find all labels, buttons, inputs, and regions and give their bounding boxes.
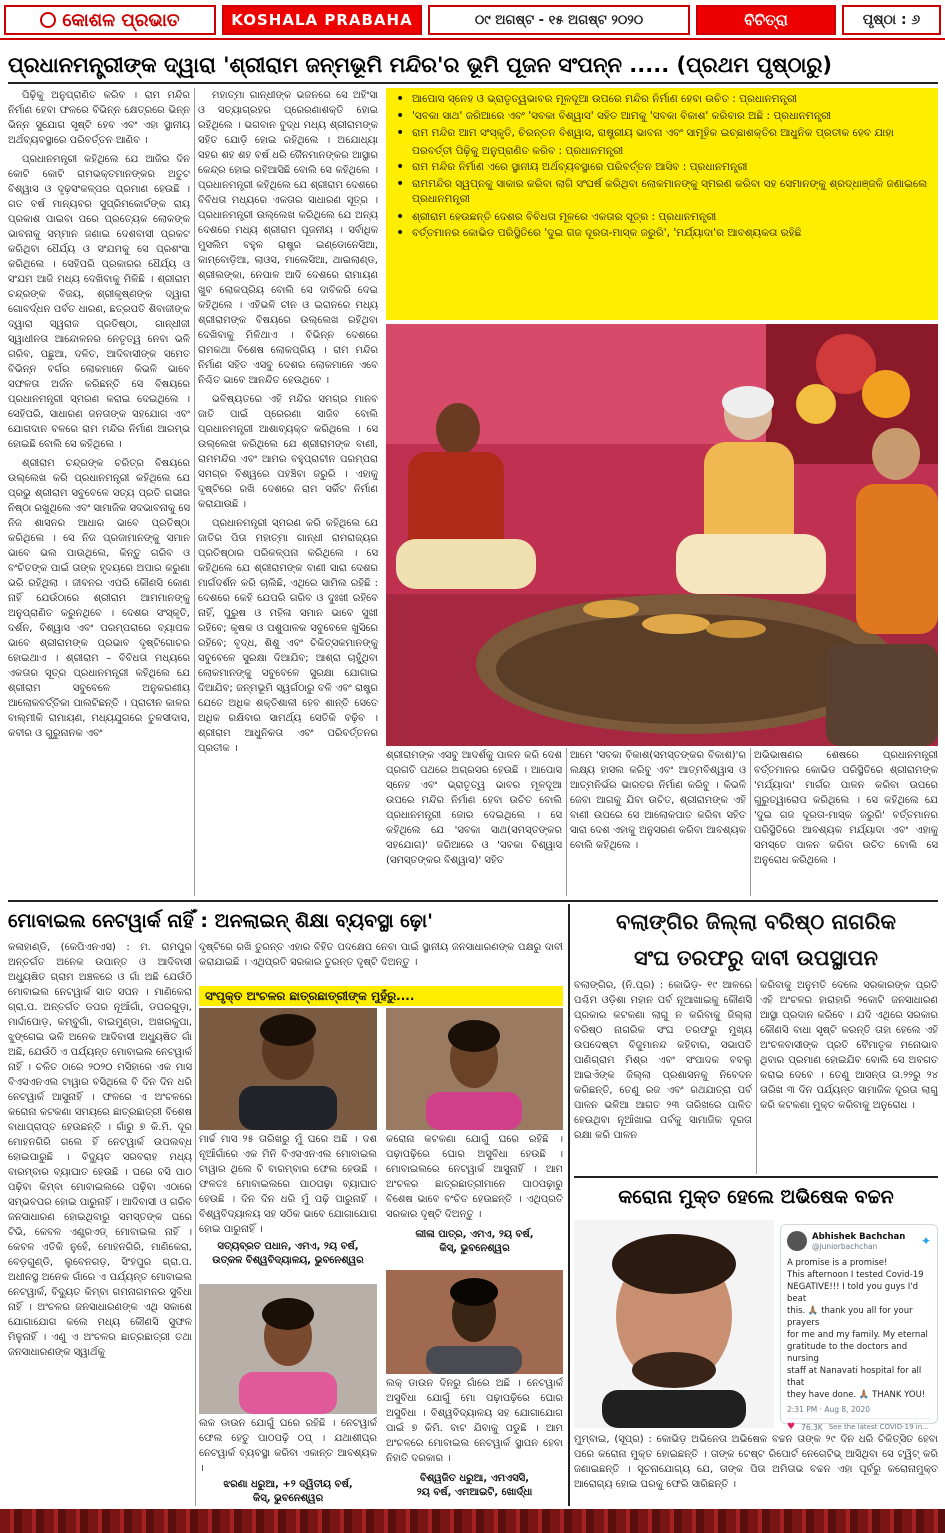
paragraph: ପ୍ରଧାନମନ୍ତ୍ରୀ ସ୍ମରଣ କରି କହିଥିଲେ ଯେ ଜାତିର ପିତା ମହାତ୍ମା ଗାନ୍ଧୀ ରାମରାଜ୍ୟର ପ୍ରତିଷ୍ଠାର ପରିକଳ୍ପନା କରିଥିଲେ । ସେ କହିଥିଲେ ଯେ ଶ୍ରୀରାମଙ୍କ ବାଣୀ ସାରା ଦେଶର ମାର୍ଗଦର୍ଶନ କରି ଚାଲିଛି, ଏଥିରେ ସାମିଲ ରହିଛି : ଦେଶରେ କେହି ଯେପରି ଗରିବ ଓ ଦୁଃଖୀ ରହିବେ ନାହିଁ, ପୁରୁଷ ଓ ମହିଳା ସମାନ ଭାବେ ସୁଖୀ ରହିବେ; କୃଷକ ଓ ପଶୁପାଳକ ସବୁବେଳେ ଖୁସିରେ ରହିବେ; ବୃଦ୍ଧ, ଶିଶୁ ଏବଂ ଚିକିତ୍ସକମାନଙ୍କୁ ସବୁବେଳେ ସୁରକ୍ଷା ଦିଆଯିବ; ଆଶ୍ରା ଚାହୁଁଥିବା ଲୋକମାନଙ୍କୁ ସବୁବେଳେ ସୁରକ୍ଷା ଯୋଗାଇ ଦିଆଯିବ; ଜନ୍ମଭୂମି ସ୍ୱର୍ଗଠାରୁ ବଳି ଏବଂ ରାଷ୍ଟ୍ର ଯେତେ ଅଧିକ ଶକ୍ତିଶାଳୀ ହେବ ଶାନ୍ତି ସେତେ ଅଧିକ ରକ୍ଷିବାର ସାମର୍ଥ୍ୟ ସେତିକି ବଢ଼ିବ । ଶ୍ରୀରାମ ଆଧୁନିକତା ଏବଂ ପରିବର୍ତ୍ତନର ପ୍ରତୀକ । xyxy=(198,518,378,754)
tweet-line: they have done. 🙏🏽 THANK YOU! xyxy=(787,1390,926,1400)
student-affiliation: ୨ୟ ବର୍ଷ, ଏମଆଇଟି, ଖୋର୍ଦ୍ଧା xyxy=(416,1487,533,1498)
page-number: ପୃଷ୍ଠା : ୬ xyxy=(842,5,941,35)
tweet-line: NEGATIVE!!! I told you guys I'd beat xyxy=(787,1282,918,1304)
tweet-line: this. 🙏🏽 thank you all for your prayers xyxy=(787,1306,913,1328)
student-name: ସତ୍ୟବ୍ରତ ପଧାନ, ଏମଏ, ୨ୟ ବର୍ଷ, xyxy=(217,1241,359,1252)
student-affiliation: କିସ୍, ଭୁବନେଶ୍ୱର xyxy=(439,1243,510,1254)
tweet-line: for me and my family. My eternal xyxy=(787,1330,928,1340)
highlight-item: • 'ସବକା ସାଥ' ଜରିଆରେ ଏବଂ 'ସବକା ବିଶ୍ୱାସ' ସହିତ ଆମକୁ 'ସବକା ବିକାଶ' କରିବାର ଅଛି : ପ୍ରଧାନମନ୍ତ୍ରୀ xyxy=(390,109,934,124)
paragraph: ପ୍ରଧାନମନ୍ତ୍ରୀ କହିଥିଲେ ଯେ ଆଜିର ଦିନ କୋଟି କୋଟି ରାମଭକ୍ତମାନଙ୍କର ଅତୁଟ ବିଶ୍ୱାସ ଓ ଦୃଢ଼ସଂକଳ୍ପର ପ୍ରମାଣ ହେଉଛି । ଗତ ବର୍ଷ ମାନ୍ୟବର ସୁପ୍ରିମକୋର୍ଟଙ୍କ ରାୟ ପ୍ରକାଶ ପାଇବା ପରେ ପ୍ରତ୍ୟେକ ଲୋକଙ୍କ ଭାବନାକୁ ସମ୍ମାନ ଜଣାଇ ଦେଶବାସୀ ପ୍ରକଟ କରିଥିବା ଧୈର୍ଯ୍ୟ ଓ ସଂଯମକୁ ସେ ପ୍ରଶଂସା କରିଥିଲେ । ସେହିପରି ପ୍ରକାରର ଧୈର୍ଯ୍ୟ ଓ ସଂଯମ ଆଜି ମଧ୍ୟ ଦେଖିବାକୁ ମିଳିଛି । ଶ୍ରୀରାମ ଚନ୍ଦ୍ରଙ୍କ ବିଜୟ, ଶ୍ରୀକୃଷ୍ଣଙ୍କ ଦ୍ୱାରା ଗୋବର୍ଦ୍ଧନ ପର୍ବତ ଧାରଣ, ଛତ୍ରପତି ଶିବାଜୀଙ୍କ ଦ୍ୱାରା ସ୍ୱରାଜ ପ୍ରତିଷ୍ଠା, ଗାନ୍ଧୀଜୀ ସ୍ୱାଧୀନତା ଆନ୍ଦୋଳନର ନେତୃତ୍ୱ ନେବା ଭଳି ଗରିବ, ପଛୁଆ, ଦଳିତ, ଆଦିବାସୀଙ୍କ ସମେତ ବିଭିନ୍ନ ବର୍ଗର ଲୋକମାନେ କିଭଳି ଭାବେ ସଫଳତା ଅର୍ଜନ କରିଛନ୍ତି ସେ ବିଷୟରେ ପ୍ରଧାନମନ୍ତ୍ରୀ ସ୍ମରଣ କରାଇ ଦେଇଥିଲେ । ସେହିପରି, ସାଧାରଣ ଜନତାଙ୍କ ସହଯୋଗ ଏବଂ ଯୋଗଦାନ ବଳରେ ରାମ ମନ୍ଦିର ନିର୍ମାଣ ଆରମ୍ଭ ହୋଇଛି ବୋଲି ସେ କହିଥିଲେ । xyxy=(8,154,190,450)
paragraph: ଶ୍ରୀରାମ ଚନ୍ଦ୍ରଙ୍କ ଚରିତ୍ର ବିଷୟରେ ଉଲ୍ଲେଖ କରି ପ୍ରଧାନମନ୍ତ୍ରୀ କହିଥିଲେ ଯେ ପ୍ରଭୁ ଶ୍ରୀରାମ ସବୁବେଳେ ସତ୍ୟ ପ୍ରତି ଗଭୀର ନିଷ୍ଠା ରଖୁଥିଲେ ଏବଂ ସାମାଜିକ ସଦଭାବନାକୁ ସେ ନିଜ ଶାସନର ଆଧାର ଭାବେ ପ୍ରତିଷ୍ଠା କରିଥିଲେ । ସେ ନିଜ ପ୍ରଜାମାନଙ୍କୁ ସମାନ ଭାବେ ଭଲ ପାଉଥିଲେ, କିନ୍ତୁ ଗରିବ ଓ ବଂଚିତଙ୍କ ପାଇଁ ତାଙ୍କ ହୃଦୟରେ ଅପାର କରୁଣା ଭରି ରହିଥିଲା । ଜୀବନର ଏପରି କୌଣସି କୋଣ ନାହିଁ ଯେଉଁଠାରେ ଶ୍ରୀରାମ ଆମମାନଙ୍କୁ ଅନୁପ୍ରାଣିତ କରୁନଥିବେ । ଦେଶର ସଂସ୍କୃତି, ଦର୍ଶନ, ବିଶ୍ୱାସ ଏବଂ ପରମ୍ପରାରେ ବ୍ୟାପକ ଭାବେ ଶ୍ରୀରାମଙ୍କ ପ୍ରଭାବ ଦୃଷ୍ଟିଗୋଚର ହୋଇଥାଏ । ଶ୍ରୀରାମ – ବିବିଧତା ମଧ୍ୟରେ ଏକତାର ସୂତ୍ର ପ୍ରଧାନମନ୍ତ୍ରୀ କହିଥିଲେ ଯେ ଶ୍ରୀରାମ ସବୁବେଳେ ଅନୁକରଣୀୟ ଆଲୋକବର୍ତ୍ତିକା ପାଲଟିଛନ୍ତି । ପ୍ରାଚୀନ କାଳର ବାଲ୍ମୀକି ରାମାୟଣ, ମଧ୍ୟଯୁଗରେ ତୁଳସୀଦାସ, କବୀର ଓ ଗୁରୁନାନକ ଏବଂ xyxy=(8,458,190,739)
tweet-line: staff at Nanavati hospital for all that xyxy=(787,1366,922,1388)
student-quote: ଲକ୍ ଡାଉନ ଦିନରୁ ଗାଁରେ ଅଛି । ନେଟୱାର୍କ ଅସୁବିଧା ଯୋଗୁଁ ମୋ ପଢ଼ାପଢ଼ିରେ ଘୋର ଅସୁବିଧା । ବିଶ୍ୱବିଦ୍ୟାଳୟ ସହ ଯୋଗାଯୋଗ ପାଇଁ ୭ କିମି. ବାଟ ଯିବାକୁ ପଡୁଛି । ଆମ ଅଂଚଳରେ ମୋବାଇଲ ନେଟୱାର୍କ ସ୍ଥାପନ ହେବା ନିହାତି ଦରକାର । xyxy=(386,1378,563,1464)
paragraph: ଭବିଷ୍ୟତରେ ଏହି ମନ୍ଦିର ସମଗ୍ର ମାନବ ଜାତି ପାଇଁ ପ୍ରେରଣା ସାଜିବ ବୋଲି ପ୍ରଧାନମନ୍ତ୍ରୀ ଆଶାବ୍ୟକ୍ତ କରିଥିଲେ । ସେ ଉଲ୍ଲେଖ କରିଥିଲେ ଯେ ଶ୍ରୀରାମଙ୍କ ବାଣୀ, ରାମମନ୍ଦିର ଏବଂ ଆମର ବହୁପ୍ରାଚୀନ ପରମ୍ପରା ସମଗ୍ର ବିଶ୍ୱରେ ପହଞ୍ଚିବା ଜରୁରି । ଏହାକୁ ଦୃଷ୍ଟିରେ ରଖି ଦେଶରେ ରାମ ସର୍କିଟ ନିର୍ମାଣ କରାଯାଉଛି । xyxy=(198,394,378,510)
issue-date: ୦୯ ଅଗଷ୍ଟ - ୧୫ ଅଗଷ୍ଟ ୨୦୨୦ xyxy=(428,5,690,35)
tweet-line: gratitude to the doctors and nursing xyxy=(787,1342,908,1364)
section-divider xyxy=(574,1176,938,1178)
paragraph: ମହାତ୍ମା ଗାନ୍ଧୀଙ୍କ ଭଜନରେ ସେ ଅହିଂସା ଓ ସତ୍ୟାଗ୍ରହର ପ୍ରେରଣାଶକ୍ତି ହୋଇ ରହିଥିଲେ । ଭଗବାନ ବୁଦ୍ଧ ମଧ୍ୟ ଶ୍ରୀରାମଙ୍କ ସହିତ ଯୋଡ଼ି ହୋଇ ରହିଥିଲେ । ଅଯୋଧ୍ୟା ସହର ଶହ ଶହ ବର୍ଷ ଧରି ଜୈନମାନଙ୍କର ଆସ୍ଥାର କେନ୍ଦ୍ର ହୋଇ ରହିଆସିଛି ବୋଲି ସେ କହିଥିଲେ । ପ୍ରଧାନମନ୍ତ୍ରୀ କହିଥିଲେ ଯେ ଶ୍ରୀରାମ ଦେଶରେ ବିବିଧତା ମଧ୍ୟରେ ଏକତାର ସାଧାରଣ ସୂତ୍ର । ପ୍ରଧାନମନ୍ତ୍ରୀ ଉଲ୍ଲେଖ କରିଥିଲେ ଯେ ଅନ୍ୟ ଦେଶରେ ମଧ୍ୟ ଶ୍ରୀରାମ ପୂଜନୀୟ । ସର୍ବାଧିକ ମୁସଲିମ ବହୁଳ ରାଷ୍ଟ୍ର ଇଣ୍ଡୋନେସିଆ, କାମ୍ବୋଡ଼ିଆ, ଲାଓସ, ମାଲେସିଆ, ଥାଇଲାଣ୍ଡ, ଶ୍ରୀଲଙ୍କା, ନେପାଳ ଆଦି ଦେଶରେ ରାମାୟଣ ଖୁବ ଲୋକପ୍ରିୟ ବୋଲି ସେ ଦାବିକରି ଦେଇ କହିଥିଲେ । ଏହିଭଳି ଚୀନ ଓ ଇରାନରେ ମଧ୍ୟ ଶ୍ରୀରାମଙ୍କ ବିଷୟରେ ଉଲ୍ଲେଖ ରହିଥିବା ଦେଖିବାକୁ ମିଳିଥାଏ । ବିଭିନ୍ନ ଦେଶରେ ରାମକଥା ବିଶେଷ ଲୋକପ୍ରିୟ । ରାମ ମନ୍ଦିର ନିର୍ମାଣ ସହିତ ଏସବୁ ଦେଶର ଲୋକମାନେ ଏବେ ନିଶ୍ଚିତ ଭାବେ ଆନନ୍ଦିତ ହେଉଥିବେ । xyxy=(198,90,378,386)
highlight-item: ପରବର୍ତ୍ତୀ ପିଢ଼ିକୁ ଅନୁପ୍ରାଣିତ କରିବ : ପ୍ରଧାନମନ୍ତ୍ରୀ xyxy=(412,145,624,157)
newspaper-logo xyxy=(4,5,216,35)
decorative-footer-border xyxy=(0,1509,945,1533)
story4-body: ମୁମ୍ବାଇ, (ସୂପ୍ର) : କୋଭିଡ଼ ଅଭିନେତା ଅଭିଷେକ ବଚ୍ଚନ ତାଙ୍କ ୨୯ ଦିନ ଧରି ଚିକିତ୍ସିତ ହେବା ପରେ କରୋନା ମୁକ୍ତ ହୋଇଛନ୍ତି । ତାଙ୍କ ଟେଷ୍ଟ ରିପୋର୍ଟ ନେଗେଟିଭ୍ ଆସିଥିବା ସେ ଟ୍ୱିଟ୍ କରି ଜଣାଇଛନ୍ତି । ସୂଚନାଯୋଗ୍ୟ ଯେ, ତାଙ୍କ ପିତା ଅମିତାଭ ବଚ୍ଚନ ଏହା ପୂର୍ବରୁ କରୋନାମୁକ୍ତ ଆରୋଗ୍ୟ ହୋଇ ଘରକୁ ଫେରି ସାରିଛନ୍ତି । xyxy=(574,1434,938,1490)
student-quote: କରୋନା କଟକଣା ଯୋଗୁଁ ଘରେ ରହିଛି । ପଢ଼ାପଢ଼ିରେ ଘୋର ଅସୁବିଧା ହେଉଛି । ମୋବାଇଲରେ ନେଟୱାର୍କ ଆସୁନାହିଁ । ଆମ ଅଂଚଳର ଛାତ୍ରଛାତ୍ରୀମାନେ ପାଠପଢ଼ାରୁ ବିଶେଷ ଭାବେ ବଂଚିତ ହେଉଛନ୍ତି । ଏଥିପ୍ରତି ସରକାର ଦୃଷ୍ଟି ଦିଅନ୍ତୁ । xyxy=(386,1134,563,1220)
column-divider xyxy=(750,748,751,896)
story3-column-2: କରିବାକୁ ଅନୁମତି ଦେଲେ ସରକାରଙ୍କ ପ୍ରତି ଏହି ଅଂଚଳର ହାରାହାରି ୨କୋଟି ଜନସାଧାରଣ ଆସ୍ଥା ପ୍ରଦାନ କରିବେ । ଯଦି ଏଥିରେ ସରକାର କୌଣସି ବାଧା ସୃଷ୍ଟି କରନ୍ତି ତାହା ହେଲେ ଏହି ଅଂଚଳବାସୀଙ୍କ ପ୍ରତି ବୈମାତୃକ ମନୋଭାବ ଥିବାର ପ୍ରମାଣ ହୋଇଯିବ ବୋଲି ସେ ଅବଗତ କରାଇ ଦେବେ । ତେଣୁ ଆସନ୍ତା ତା.୨୨ରୁ ୨୪ ତାରିଖ ୩ ଦିନ ପର୍ଯ୍ୟନ୍ତ ସାମାଜିକ ଦୂରତା ଲାଗୁ କରି କଟକଣା ମୁକ୍ତ କରିବାକୁ ଅନୁରୋଧ । xyxy=(760,980,938,1111)
tweet-stats-row xyxy=(787,1418,931,1432)
photo-illustration xyxy=(386,324,938,746)
abhishek-photo xyxy=(574,1220,774,1428)
masthead xyxy=(0,0,945,40)
student-name: ଲୀଳା ପାତ୍ର, ଏମଏ, ୨ୟ ବର୍ଷ, xyxy=(415,1229,534,1240)
student-photo xyxy=(199,1284,377,1414)
column-divider xyxy=(566,748,567,896)
story1-column-3: ଶ୍ରୀରାମଙ୍କ ଏସବୁ ଆଦର୍ଶକୁ ପାଳନ କରି ଦେଶ ପ୍ରଗତି ପଥରେ ଅଗ୍ରସର ହେଉଛି । ଆପୋସ ସ୍ନେହ ଏବଂ ଭ୍ରାତୃତ୍ୱ ଭାବର ମୂଳଦୂଆ ଉପରେ ମନ୍ଦିର ନିର୍ମାଣ ହେବା ଉଚିତ ବୋଲି ପ୍ରଧାନମନ୍ତ୍ରୀ ଜୋର ଦେଇଥିଲେ । ସେ କହିଥିଲେ ଯେ 'ସବକା ସାଥ(ସମସ୍ତଙ୍କର ସହଯୋଗ)' ଜରିଆରେ ଓ 'ସବକା ବିଶ୍ୱାସ (ସମସ୍ତଙ୍କର ବିଶ୍ୱାସ)' ସହିତ xyxy=(386,750,562,866)
avatar xyxy=(787,1231,807,1251)
student-affiliation: ଉତ୍କଳ ବିଶ୍ୱବିଦ୍ୟାଳୟ, ଭୁବନେଶ୍ୱର xyxy=(212,1255,364,1266)
highlight-item: • ଶ୍ରୀରାମ ହେଉଛନ୍ତି ଦେଶର ବିବିଧତା ମୂଳରେ ଏକତାର ସୂତ୍ର : ପ୍ରଧାନମନ୍ତ୍ରୀ xyxy=(390,209,934,226)
student-quote: ମାର୍ଚ୍ଚ ମାସ ୨୫ ତାରିଖରୁ ମୁଁ ଘରେ ଅଛି । ଦଶ ନୂଆଁଗାଁରେ ଏକ ମିନି ବିଏସଏନଏଲ ମୋବାଇଲ ଟାୱାର ଥିଲେ ବି ବାରମ୍ବାର ଫେଲ ହେଉଛି । ଫଳତଃ ମୋବାଇଲରେ ପାଠପଢ଼ା ବ୍ୟାଘାତ ହେଉଛି । ଦିନ ଦିନ ଧରି ମୁଁ ପଢ଼ି ପାରୁନାହିଁ । ବିଶ୍ୱବିଦ୍ୟାଳୟ ସହ ସଠିକ ଭାବେ ଯୋଗାଯୋଗ ହୋଇ ପାରୁନାହିଁ । xyxy=(199,1134,377,1235)
story1-column-4: ଆମେ 'ସବକା ବିକାଶ(ସମସ୍ତଙ୍କର ବିକାଶ)'ର ଲକ୍ଷ୍ୟ ହାସଲ କରିବୁ ଏବଂ ଆତ୍ମବିଶ୍ୱାସ ଓ ଆତ୍ମନିର୍ଭର ଭାରତର ନିର୍ମାଣ କରିବୁ । କିଭଳି ଜେବା ଆଗକୁ ଯିବା ଉଚିତ, ଶ୍ରୀରାମଙ୍କ ଏହି ବାଣୀ ଉପରେ ସେ ଆଲୋକପାତ କରିବା ସହିତ ସାରା ଦେଶ ଏହାକୁ ଅନୁସରଣ କରିବା ଆବଶ୍ୟକ ବୋଲି କହିଥିଲେ । xyxy=(570,750,746,851)
section-name: ବିଚିତ୍ରା xyxy=(696,5,836,35)
student-quote: ଲକ ଡାଉନ ଯୋଗୁଁ ଘରେ ରହିଛି । ନେଟୱାର୍କ ଫେଲ ହେତୁ ପାଠପଢ଼ି ଠପ୍ । ଯଥାଶୀଘ୍ର ନେଟୱାର୍କ ବ୍ୟବସ୍ଥା କରିବା ଏକାନ୍ତ ଆବଶ୍ୟକ । xyxy=(199,1418,377,1474)
portrait-illustration xyxy=(574,1220,774,1428)
heart-icon: ♥ xyxy=(787,1422,796,1432)
twitter-bird-icon: ✦ xyxy=(920,1234,931,1248)
student-avatar-illustration xyxy=(199,1284,377,1414)
story1-column-1 xyxy=(8,88,190,898)
tweet-time: 2:31 PM · Aug 8, 2020 xyxy=(787,1405,871,1414)
column-divider xyxy=(195,940,196,1506)
tweet-line: A promise is a promise! xyxy=(787,1258,888,1268)
brand-name: KOSHALA PRABAHA xyxy=(222,5,422,35)
student-avatar-illustration xyxy=(386,1008,563,1130)
tweet-likes: 76.3K xyxy=(801,1422,823,1432)
section-divider xyxy=(8,900,938,902)
column-divider xyxy=(756,978,757,1174)
tweet-author-row xyxy=(787,1231,931,1251)
logo-text: କୋଶଳ ପ୍ରଭାତ xyxy=(62,9,180,31)
tweet-text xyxy=(787,1257,931,1401)
highlight-item: • ଆପୋସ ସ୍ନେହ ଓ ଭ୍ରାତୃତ୍ୱଭାବର ମୂଳଦୂଆ ଉପରେ ମନ୍ଦିର ନିର୍ମାଣ ହେବା ଉଚିତ : ପ୍ରଧାନମନ୍ତ୍ରୀ xyxy=(390,92,934,107)
column-divider xyxy=(194,88,195,896)
highlight-item: • ବର୍ତ୍ତମାନର କୋଭିଡ ପରିସ୍ଥିତିରେ 'ଦୁଇ ଗଜ ଦୂରତା-ମାସ୍କ ଜରୁରି', 'ମର୍ଯ୍ୟାଦା'ର ଆବଶ୍ୟକତା ରହିଛି xyxy=(390,226,934,241)
tweet-footer-link: See the latest COVID-19 in... xyxy=(828,1423,929,1431)
tweet-line: This afternoon I tested Covid-19 xyxy=(787,1270,924,1280)
student-avatar-illustration xyxy=(199,1008,377,1130)
section-divider xyxy=(568,904,570,1506)
tweet-handle: @juniorbachchan xyxy=(812,1241,878,1251)
student-name: ବିଶ୍ୱଜିତ ଧରୁଆ, ଏମଏସସି, xyxy=(419,1473,530,1484)
story4-headline: କରୋନା ମୁକ୍ତ ହେଲେ ଅଭିଷେକ ବଚ୍ଚନ xyxy=(618,1186,894,1208)
student-photo xyxy=(199,1008,377,1130)
paragraph: ପିଢ଼ିକୁ ଅନୁପ୍ରାଣିତ କରିବ । ରାମ ମନ୍ଦିର ନିର୍ମାଣ ହେବା ଫଳରେ ବିଭିନ୍ନ କ୍ଷେତ୍ରରେ ଭିନ୍ନ ଭିନ୍ନ ସୁଯୋଗ ସୃଷ୍ଟି ହେବ ଏବଂ ଏହା ସ୍ଥାନୀୟ ଅର୍ଥବ୍ୟବସ୍ଥାରେ ପରିବର୍ତ୍ତନ ଆଣିବ । xyxy=(8,90,190,146)
story1-column-5: ଅଭିଭାଷଣର ଶେଷରେ ପ୍ରଧାନମନ୍ତ୍ରୀ ବର୍ତ୍ତମାନର କୋଭିଡ ପରିସ୍ଥିତିରେ ଶ୍ରୀରାମଙ୍କ 'ମର୍ଯ୍ୟାଦା' ମାର୍ଗର ପାଳନ କରିବା ଉପରେ ଗୁରୁତ୍ୱାରୋପ କରିଥିଲେ । ସେ କହିଥିଲେ ଯେ 'ଦୁଇ ଗଜ ଦୂରତା-ମାସ୍କ ଜରୁରି' ବର୍ତ୍ତମାନର ପରିସ୍ଥିତିରେ ଆବଶ୍ୟକ ମର୍ଯ୍ୟାଦା ଏବଂ ଏହାକୁ ସମସ୍ତେ ପାଳନ କରିବା ଉଚିତ ବୋଲି ସେ ଅନୁରୋଧ କରିଥିଲେ । xyxy=(754,750,938,866)
story3-headline-line2: ସଂଘ ତରଫରୁ ଦାବୀ ଉପସ୍ଥାପନ xyxy=(634,946,878,970)
story3-headline-line1: ବଲାଙ୍ଗିର ଜିଲ୍ଲା ବରିଷ୍ଠ ନାଗରିକ xyxy=(616,910,896,934)
story3-column-1: ବଲାଙ୍ଗିର, (ନି.ପ୍ର) : କୋଭିଡ଼- ୧୯ ଆଳରେ ପଶ୍ଚିମ ଓଡ଼ିଶା ମହାନ ପର୍ବ ନୂଆଖାଇକୁ କୌଣସି ପ୍ରକାର କଟକଣା ଲାଗୁ ନ କରିବାକୁ ଜିଲ୍ଲା ବରିଷ୍ଠ ନାଗରିକ ସଂଘ ତରଫରୁ ମୁଖ୍ୟ ଉପଦେଷ୍ଟା ବିଜୁମାନନ୍ଦ କହିବାର, ସଭାପତି ପାଣିଗ୍ରାମ ମିଶ୍ର ଏବଂ ସଂପାଦକ ବବଲୁ ଆଇଏଁଙ୍କ ଜିଲ୍ଲା ପ୍ରଶାସନକୁ ନିବେଦନ କରିଛନ୍ତି, ତେଣୁ ରଜ ଏବଂ ରଥଯାତ୍ରା ପର୍ବ ପାଳନ ଭଳିଆ ଆଗତ ୨୩ ତାରିଖରେ ପାଳିତ ହେଉଥିବା ନୂଆଁଖାଇ ପର୍ବକୁ ସାମାଜିକ ଦୂରତା ରକ୍ଷା କରି ପାଳନ xyxy=(574,980,752,1141)
student-avatar-illustration xyxy=(386,1270,563,1374)
bhoomi-pujan-photo xyxy=(386,324,938,746)
story2-column-2-top: ଦୃଷ୍ଟିରେ ରଖି ତୁରନ୍ତ ଏହାର ବିହିତ ପଦକ୍ଷେପ ନେବା ପାଇଁ ସ୍ଥାନୀୟ ଜନସାଧାରଣଙ୍କ ପକ୍ଷରୁ ଦାବୀ କରାଯାଇଛି । ଏଥିପ୍ରତି ସରକାର ତୁରନ୍ତ ଦୃଷ୍ଟି ଦିଅନ୍ତୁ । xyxy=(199,942,563,968)
highlight-item: • ରାମମନ୍ଦିର ସ୍ୱପ୍ନକୁ ସାକାର କରିବା ଲାଗି ସଂଘର୍ଷ କରିଥିବା ଲୋକମାନଙ୍କୁ ସ୍ମରଣ କରିବା ସହ ସେମାନଙ୍କୁ ଶ୍ରଦ୍ଧାଞ୍ଜଳି ଜଣାଇଲେ ପ୍ରଧାନମନ୍ତ୍ରୀ xyxy=(390,177,934,207)
tweet-author-name: Abhishek Bachchan xyxy=(812,1231,906,1242)
logo-emblem-icon xyxy=(40,12,56,28)
story1-column-2 xyxy=(198,88,378,898)
students-subheading: ସଂପୃକ୍ତ ଅଂଚଳର ଛାତ୍ରଛାତ୍ରୀଙ୍କ ମୁହଁରୁ.... xyxy=(199,986,563,1006)
story1-headline: ପ୍ରଧାନମନ୍ତ୍ରୀଙ୍କ ଦ୍ୱାରା 'ଶ୍ରୀରାମ ଜନ୍ମଭୂମି ମନ୍ଦିର'ର ଭୂମି ପୂଜନ ସଂପନ୍ନ ..... (ପ୍ରଥମ ପୃଷ୍ଠାରୁ) xyxy=(8,46,938,84)
highlight-item: • ରାମ ମନ୍ଦିର ଆମ ସଂସ୍କୃତି, ଚିରନ୍ତନ ବିଶ୍ୱାସ, ରାଷ୍ଟ୍ରୀୟ ଭାବନା ଏବଂ ସାମୂହିକ ଇଚ୍ଛାଶକ୍ତିର ଆଧୁନିକ ପ୍ରତୀକ ହେବ ଯାହା xyxy=(390,126,934,141)
story2-column-1: କଳାହାଣ୍ଡି, (କେପିଏନଏସ) : ମ. ରାମପୁର ଅନ୍ତର୍ଗତ ଅନେକ ଉପାନ୍ତ ଓ ଆଦିବାସୀ ଅଧ୍ୟୁଷିତ ଗ୍ରାମ ଅଞ୍ଚଳରେ ଓ ଗାଁ ଅଛି ଯେଉଁଠି ମୋବାଇଲ ନେଟୱାର୍କ ସାତ ସପନ । ମାଣିକେରା ଗ୍ରା.ପ. ଅନ୍ତର୍ଗତ ଡପର ନୂଆଁଗାଁ, ଡପରଗୁଡ଼ା, ମାର୍ଦ୍ଦାପୋଡ଼, କମ୍ବୁଗାଁ, ବାଇମୁଣ୍ଡା, ଅଖରକୁପା, ଝୁଙ୍ଗେଇ ଭଳି ଅନେକ ଆଦିବାସୀ ଅଧ୍ୟୁଷିତ ଗାଁ ଅଛି, ଯେଉଁଠି ଏ ପର୍ଯ୍ୟନ୍ତ ମୋବାଇଲ ନେଟୱାର୍କ ନାହିଁ । ଚଳିତ ଠାରେ ୨୦୨୦ ମସିହାରେ ଏକ ମାସ ବିଏସଏନଏଲ ଟାୱାର ବସିଥିଲେ ବି ଦିନ ଦିନ ଧରି ନେଟୱାର୍କ ଆସୁନାହିଁ । ଫଳରେ ଏ ଅଂଚଳରେ କରୋନା କଟକଣା ସମୟରେ ଛାତ୍ରଛାତ୍ରୀ ବିଶେଷ ବାଧାପ୍ରାପ୍ତ ହେଉଛନ୍ତି । ଗାଁରୁ ୭ କି.ମି. ଦୂର ମୋହନଗିରି ଗଲେ ହିଁ ନେଟୱାର୍କ ଉପଲବ୍ଧ ହୋଇପାରୁଛି । ବିଦ୍ୟୁତ ସରବରାହ ମଧ୍ୟ ବାରମ୍ବାର ବ୍ୟାଘାତ ହେଉଛି । ଘରେ ବସି ପାଠ ପଢ଼ିବା କିମ୍ବା ମୋବାଇଲରେ ପଢ଼ିବା ଏଠାରେ ସମ୍ଭବପର ହୋଇ ପାରୁନାହିଁ । ଆଦିବାସୀ ଓ ଗରିବ ଜନସାଧାରଣ ହୋଇଥିବାରୁ ସମସ୍ତଙ୍କ ଘରେ ଟିଭି, କେବଳ ଏଣ୍ଡ୍ରଏଡ୍ ମୋବାଇଲ ନାହିଁ । କେବଳ ଏତିକି ନୁହେଁ, ମୋହନଗିରି, ମାଣିକେରା, ବେଡ଼ଗୁଣ୍ଡି, ଲୁବେନଗଡ଼, ସିଂହପୁର ଗ୍ରା.ପ. ଅଧୀନସ୍ଥ ଅନେକ ଗାଁରେ ଏ ପର୍ଯ୍ୟନ୍ତ ମୋବାଇଲ ନେଟୱାର୍କ, ବିଦ୍ୟୁତ କିମ୍ବା ଗମନାଗମନର ସୁବିଧା ନାହିଁ । ଅଂଚଳର ଜନସାଧାରଣଙ୍କ ଏଥି ସକାଶେ ଯୋଗାଯୋଗ କଲେ ମଧ୍ୟ କୌଣସି ସୁଫଳ ମିଳୁନାହିଁ । ଏଣୁ ଏ ଅଂଚଳର ଛାତ୍ରଛାତ୍ରୀ ତଥା ଜନସାଧାରଣଙ୍କ ସ୍ୱାର୍ଥକୁ xyxy=(8,942,192,1358)
story2-headline: ମୋବାଇଲ ନେଟୱାର୍କ ନାହିଁ : ଅନଲାଇନ୍ ଶିକ୍ଷା ବ୍ୟବସ୍ଥା ଢ଼ୋ' xyxy=(8,910,433,932)
student-photo xyxy=(386,1008,563,1130)
highlight-item: • ରାମ ମନ୍ଦିର ନିର୍ମାଣ ଏରେ ସ୍ଥାନୀୟ ଅର୍ଥବ୍ୟବସ୍ଥାରେ ପରିବର୍ତ୍ତନ ଆସିବ : ପ୍ରଧାନମନ୍ତ୍ରୀ xyxy=(390,160,934,175)
tweet-card xyxy=(780,1224,938,1432)
highlights-list xyxy=(390,92,934,241)
highlights-box xyxy=(386,88,938,320)
student-affiliation: କିସ୍, ଭୁବନେଶ୍ୱର xyxy=(252,1493,324,1504)
story3-headline xyxy=(574,904,938,976)
student-name: ଝରଣା ଧରୁଆ, +୨ ଦ୍ୱିତୀୟ ବର୍ଷ, xyxy=(223,1479,353,1490)
student-photo xyxy=(386,1270,563,1374)
